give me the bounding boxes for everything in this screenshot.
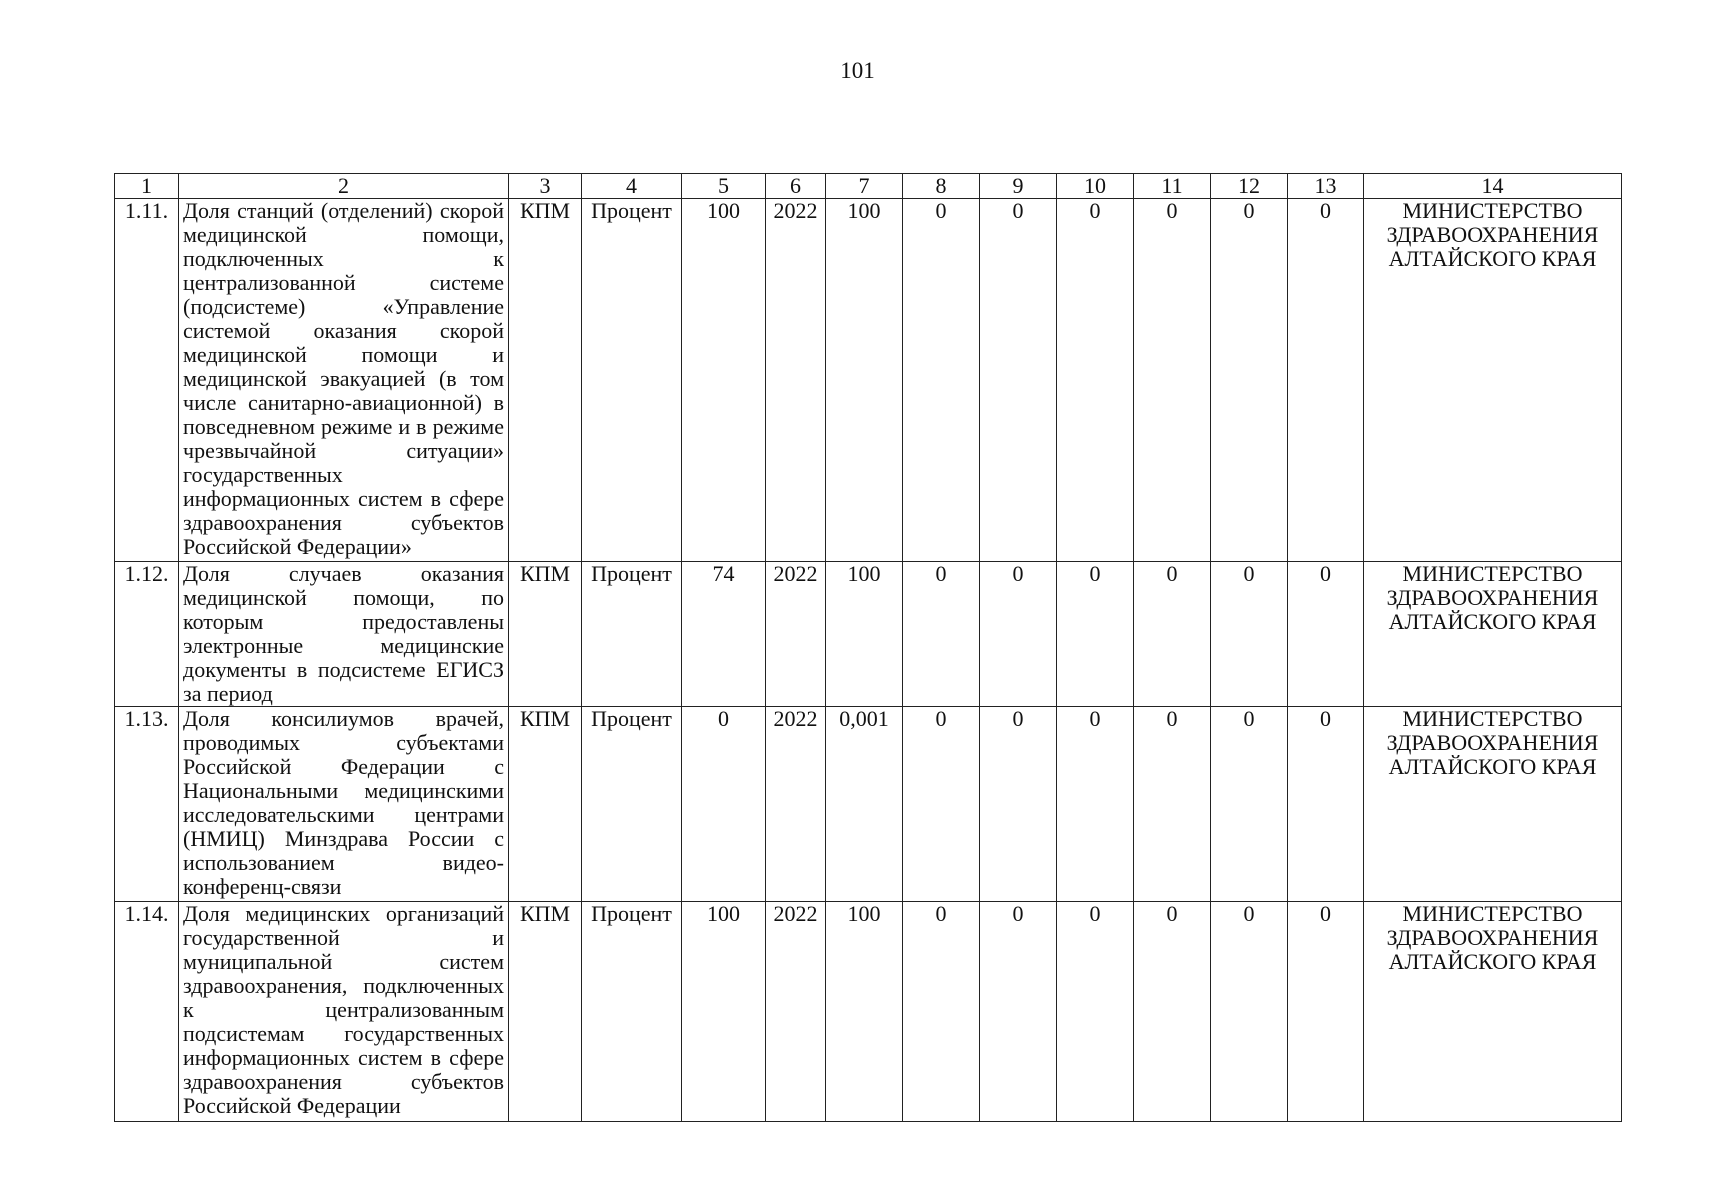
value-column-10: 0 — [1057, 902, 1134, 1122]
value-column-12: 0 — [1211, 562, 1288, 707]
value-column-13: 0 — [1288, 562, 1364, 707]
indicator-name: Доля консилиумов врачей, проводимых субъектами Российской Федерации с Национальными медицинскими исследовательскими центрами (НМИЦ) Минздрава России с использованием видео-конференц-связи — [179, 707, 509, 902]
indicators-table — [114, 173, 1622, 1122]
value-column-13: 0 — [1288, 707, 1364, 902]
indicator-name: Доля медицинских организаций государственной и муниципальной систем здравоохранения, подключенных к централизованным подсистемам государственных информационных систем в сфере здравоохранения субъектов Российской Федерации — [179, 902, 509, 1122]
column-number-3: 3 — [509, 174, 582, 199]
indicator-name: Доля случаев оказания медицинской помощи, по которым предоставлены электронные медицинские документы в подсистеме ЕГИСЗ за период — [179, 562, 509, 707]
value-column-8: 0 — [903, 199, 980, 562]
value-column-13: 0 — [1288, 199, 1364, 562]
value-column-8: 0 — [903, 902, 980, 1122]
base-year: 2022 — [766, 199, 826, 562]
value-column-9: 0 — [980, 199, 1057, 562]
column-number-8: 8 — [903, 174, 980, 199]
column-number-11: 11 — [1134, 174, 1211, 199]
value-column-11: 0 — [1134, 199, 1211, 562]
column-number-14: 14 — [1364, 174, 1622, 199]
column-number-9: 9 — [980, 174, 1057, 199]
responsible-agency: МИНИСТЕРСТВО ЗДРАВООХРАНЕНИЯ АЛТАЙСКОГО КРАЯ — [1364, 902, 1622, 1122]
value-column-12: 0 — [1211, 199, 1288, 562]
column-number-13: 13 — [1288, 174, 1364, 199]
value-column-7: 100 — [826, 562, 903, 707]
value-column-9: 0 — [980, 562, 1057, 707]
responsible-agency: МИНИСТЕРСТВО ЗДРАВООХРАНЕНИЯ АЛТАЙСКОГО КРАЯ — [1364, 562, 1622, 707]
value-column-11: 0 — [1134, 562, 1211, 707]
table-row — [115, 902, 1622, 1122]
value-column-11: 0 — [1134, 902, 1211, 1122]
value-column-12: 0 — [1211, 902, 1288, 1122]
base-value: 0 — [682, 707, 766, 902]
value-column-10: 0 — [1057, 199, 1134, 562]
column-number-4: 4 — [582, 174, 682, 199]
responsible-agency: МИНИСТЕРСТВО ЗДРАВООХРАНЕНИЯ АЛТАЙСКОГО КРАЯ — [1364, 707, 1622, 902]
indicator-number: 1.11. — [115, 199, 179, 562]
value-column-12: 0 — [1211, 707, 1288, 902]
indicator-type: КПМ — [509, 562, 582, 707]
table-row — [115, 199, 1622, 562]
value-column-13: 0 — [1288, 902, 1364, 1122]
base-value: 100 — [682, 902, 766, 1122]
column-number-1: 1 — [115, 174, 179, 199]
column-number-6: 6 — [766, 174, 826, 199]
indicator-type: КПМ — [509, 199, 582, 562]
page-number: 101 — [840, 58, 875, 83]
table-row — [115, 707, 1622, 902]
indicator-type: КПМ — [509, 707, 582, 902]
base-year: 2022 — [766, 902, 826, 1122]
table-row — [115, 562, 1622, 707]
unit-of-measure: Процент — [582, 562, 682, 707]
value-column-8: 0 — [903, 562, 980, 707]
column-number-7: 7 — [826, 174, 903, 199]
value-column-10: 0 — [1057, 562, 1134, 707]
indicator-name: Доля станций (отделений) скорой медицинской помощи, подключенных к централизованной системе (подсистеме) «Управление системой оказания скорой медицинской помощи и медицинской эвакуацией (в том числе санитарно-авиационной) в повседневном режиме и в режиме чрезвычайной ситуации» государственных информационных систем в сфере здравоохранения субъектов Российской Федерации» — [179, 199, 509, 562]
indicator-number: 1.14. — [115, 902, 179, 1122]
value-column-9: 0 — [980, 707, 1057, 902]
base-year: 2022 — [766, 707, 826, 902]
unit-of-measure: Процент — [582, 199, 682, 562]
unit-of-measure: Процент — [582, 902, 682, 1122]
value-column-7: 100 — [826, 902, 903, 1122]
responsible-agency: МИНИСТЕРСТВО ЗДРАВООХРАНЕНИЯ АЛТАЙСКОГО КРАЯ — [1364, 199, 1622, 562]
value-column-8: 0 — [903, 707, 980, 902]
column-number-5: 5 — [682, 174, 766, 199]
value-column-9: 0 — [980, 902, 1057, 1122]
column-number-2: 2 — [179, 174, 509, 199]
value-column-7: 0,001 — [826, 707, 903, 902]
base-value: 100 — [682, 199, 766, 562]
column-number-header-row — [115, 174, 1622, 199]
indicator-type: КПМ — [509, 902, 582, 1122]
column-number-10: 10 — [1057, 174, 1134, 199]
column-number-12: 12 — [1211, 174, 1288, 199]
indicator-number: 1.13. — [115, 707, 179, 902]
base-year: 2022 — [766, 562, 826, 707]
value-column-7: 100 — [826, 199, 903, 562]
indicator-number: 1.12. — [115, 562, 179, 707]
value-column-11: 0 — [1134, 707, 1211, 902]
value-column-10: 0 — [1057, 707, 1134, 902]
unit-of-measure: Процент — [582, 707, 682, 902]
base-value: 74 — [682, 562, 766, 707]
